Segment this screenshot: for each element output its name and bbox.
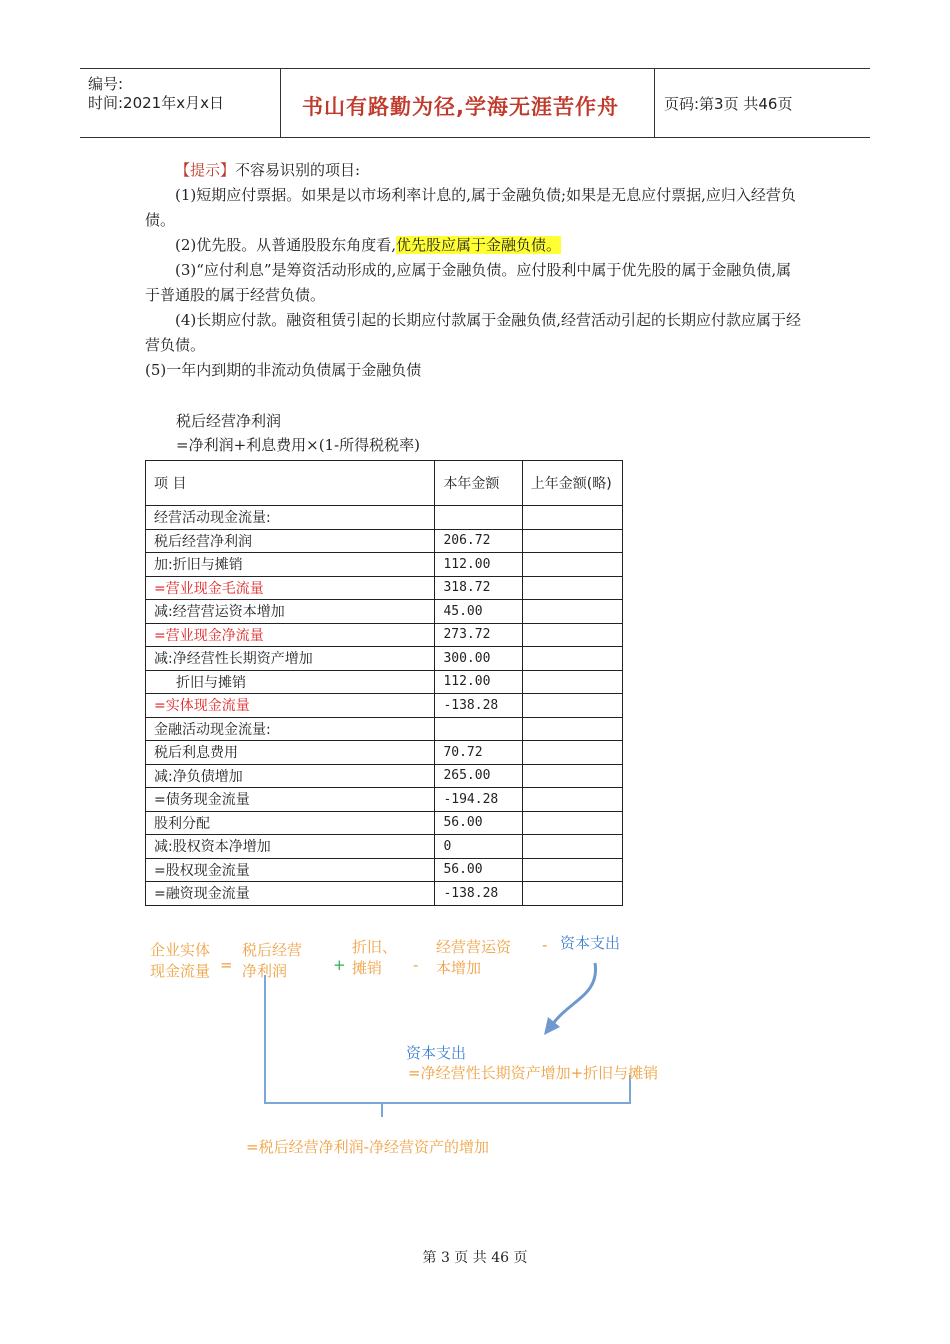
table-row xyxy=(146,858,623,882)
header-last-year: 上年金额(略) xyxy=(522,461,622,506)
header-motto xyxy=(280,69,655,137)
row-label: =营业现金毛流量 xyxy=(146,576,435,600)
header-page xyxy=(654,69,870,137)
page-footer: 第 3 页 共 46 页 xyxy=(422,1250,528,1266)
row-this-year-value: 112.00 xyxy=(435,670,522,694)
header-item: 项 目 xyxy=(146,461,435,506)
row-last-year-value xyxy=(522,811,622,835)
table-row xyxy=(146,764,623,788)
row-label: 税后利息费用 xyxy=(146,741,435,765)
row-label: 减:经营营运资本增加 xyxy=(146,600,435,624)
tip-heading xyxy=(145,158,805,183)
capex-label: 资本支出 xyxy=(560,934,621,952)
row-last-year-value xyxy=(522,647,622,671)
nopat-label: 税后经营 净利润 xyxy=(242,941,303,980)
tip-title: 不容易识别的项目: xyxy=(235,161,361,179)
table-row xyxy=(146,811,623,835)
row-last-year-value xyxy=(522,788,622,812)
working-capital-label: 经营营运资 本增加 xyxy=(436,938,512,977)
row-last-year-value xyxy=(522,576,622,600)
tip-item-2-highlight: 优先股应属于金融负债。 xyxy=(396,236,562,254)
row-this-year-value: -194.28 xyxy=(435,788,522,812)
page-label: 页码:第3页 共46页 xyxy=(664,95,793,113)
diagram-result: =税后经营净利润-净经营资产的增加 xyxy=(246,1138,489,1156)
row-this-year-value: -138.28 xyxy=(435,694,522,718)
row-this-year-value xyxy=(435,506,522,530)
row-this-year-value: 45.00 xyxy=(435,600,522,624)
table-row xyxy=(146,576,623,600)
row-this-year-value: 265.00 xyxy=(435,764,522,788)
number-label: 编号: xyxy=(88,75,124,93)
table-row xyxy=(146,553,623,577)
table-header-row xyxy=(146,461,623,506)
header-this-year: 本年金额 xyxy=(435,461,522,506)
row-last-year-value xyxy=(522,741,622,765)
cash-flow-table xyxy=(145,460,623,906)
row-label: 减:股权资本净增加 xyxy=(146,835,435,859)
row-last-year-value xyxy=(522,858,622,882)
table-row xyxy=(146,717,623,741)
row-label: =实体现金流量 xyxy=(146,694,435,718)
tip-item-1: (1)短期应付票据。如果是以市场利率计息的,属于金融负债;如果是无息应付票据,应归入经营负债。 xyxy=(145,186,796,229)
table-row xyxy=(146,788,623,812)
row-label: 税后经营净利润 xyxy=(146,529,435,553)
row-label: =融资现金流量 xyxy=(146,882,435,906)
minus-sign-2: - xyxy=(542,936,548,954)
row-this-year-value: 273.72 xyxy=(435,623,522,647)
plus-sign: + xyxy=(333,956,346,974)
row-label: 折旧与摊销 xyxy=(146,670,435,694)
table-row xyxy=(146,741,623,765)
row-this-year-value: 318.72 xyxy=(435,576,522,600)
row-last-year-value xyxy=(522,553,622,577)
cash-flow-diagram xyxy=(140,925,700,1165)
row-last-year-value xyxy=(522,764,622,788)
row-this-year-value: 70.72 xyxy=(435,741,522,765)
capex-arrow xyxy=(552,963,596,1025)
row-this-year-value: -138.28 xyxy=(435,882,522,906)
table-row xyxy=(146,506,623,530)
row-label: =债务现金流量 xyxy=(146,788,435,812)
row-label: =营业现金净流量 xyxy=(146,623,435,647)
row-last-year-value xyxy=(522,882,622,906)
row-label: 加:折旧与摊销 xyxy=(146,553,435,577)
tips-section xyxy=(145,158,805,383)
table-row xyxy=(146,529,623,553)
row-this-year-value: 0 xyxy=(435,835,522,859)
formula-line-1: 税后经营净利润 xyxy=(176,412,282,430)
tip-tag: 【提示】 xyxy=(175,161,236,179)
time-label: 时间:2021年x月x日 xyxy=(88,94,224,112)
tip-item-4: (4)长期应付款。融资租赁引起的长期应付款属于金融负债,经营活动引起的长期应付款应属于经营负债。 xyxy=(145,311,802,354)
row-last-year-value xyxy=(522,529,622,553)
depreciation-label: 折旧、 摊销 xyxy=(352,938,398,977)
table-row xyxy=(146,670,623,694)
row-label: 经营活动现金流量: xyxy=(146,506,435,530)
row-last-year-value xyxy=(522,717,622,741)
row-last-year-value xyxy=(522,694,622,718)
row-last-year-value xyxy=(522,835,622,859)
row-label: 金融活动现金流量: xyxy=(146,717,435,741)
entity-cf-label: 企业实体 现金流量 xyxy=(150,941,211,980)
row-last-year-value xyxy=(522,623,622,647)
tip-item-2-text: (2)优先股。从普通股股东角度看, xyxy=(175,236,397,254)
motto-text: 书山有路勤为径,学海无涯苦作舟 xyxy=(302,95,619,119)
row-label: 股利分配 xyxy=(146,811,435,835)
capex-def-title: 资本支出 xyxy=(406,1044,467,1062)
page-header xyxy=(80,68,870,138)
row-label: =股权现金流量 xyxy=(146,858,435,882)
tip-item-2 xyxy=(145,233,805,258)
row-label: 减:净负债增加 xyxy=(146,764,435,788)
row-last-year-value xyxy=(522,670,622,694)
row-this-year-value: 112.00 xyxy=(435,553,522,577)
table-row xyxy=(146,694,623,718)
row-this-year-value xyxy=(435,717,522,741)
formula-line-2: =净利润+利息费用×(1-所得税税率) xyxy=(176,436,421,454)
capex-def: =净经营性长期资产增加+折旧与摊销 xyxy=(408,1064,659,1082)
row-this-year-value: 206.72 xyxy=(435,529,522,553)
table-row xyxy=(146,623,623,647)
row-this-year-value: 56.00 xyxy=(435,858,522,882)
equals-sign: = xyxy=(220,956,233,974)
row-this-year-value: 56.00 xyxy=(435,811,522,835)
tip-item-3: (3)“应付利息”是筹资活动形成的,应属于金融负债。应付股利中属于优先股的属于金融负债,属于普通股的属于经营负债。 xyxy=(145,261,792,304)
row-last-year-value xyxy=(522,506,622,530)
table-row xyxy=(146,882,623,906)
minus-sign-1: - xyxy=(413,956,419,974)
row-this-year-value: 300.00 xyxy=(435,647,522,671)
tip-item-5: (5)一年内到期的非流动负债属于金融负债 xyxy=(145,361,422,379)
row-label: 减:净经营性长期资产增加 xyxy=(146,647,435,671)
table-row xyxy=(146,600,623,624)
header-meta xyxy=(80,69,281,137)
table-row xyxy=(146,835,623,859)
row-last-year-value xyxy=(522,600,622,624)
table-row xyxy=(146,647,623,671)
